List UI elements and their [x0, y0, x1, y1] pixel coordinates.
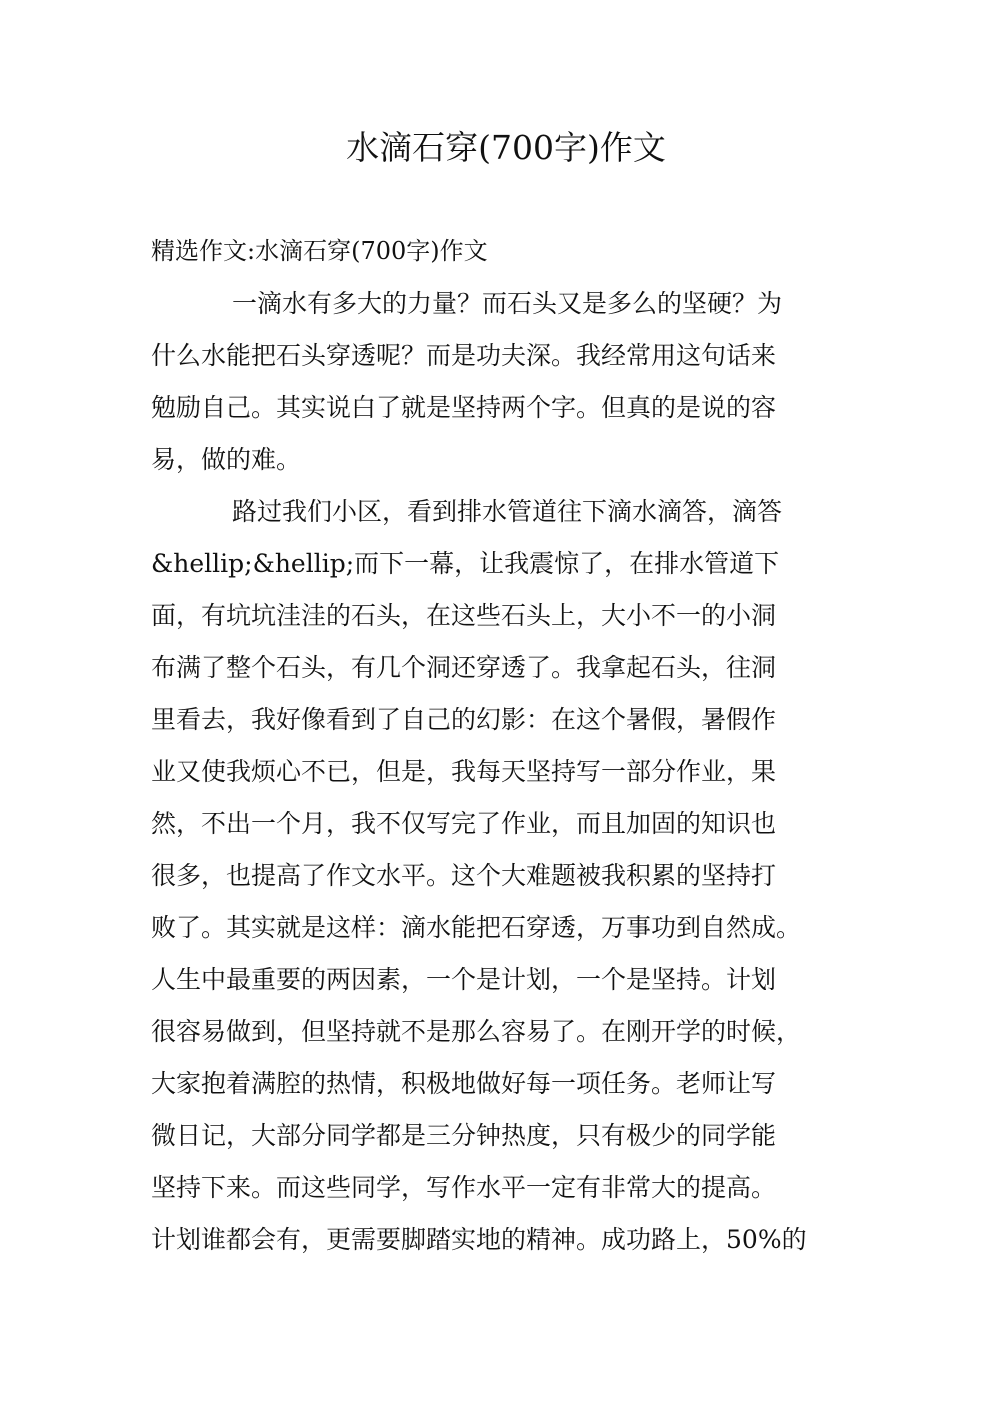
paragraph-2-line-13: 微日记，大部分同学都是三分钟热度，只有极少的同学能: [151, 1121, 777, 1150]
paragraph-2-line-14: 坚持下来。而这些同学，写作水平一定有非常大的提高。: [151, 1173, 777, 1202]
paragraph-2-line-12: 大家抱着满腔的热情，积极地做好每一项任务。老师让写: [151, 1069, 777, 1098]
paragraph-2-line-1: 路过我们小区，看到排水管道往下滴水滴答，滴答: [232, 497, 783, 526]
paragraph-1-line-4: 易，做的难。: [151, 445, 302, 474]
paragraph-1-line-2: 什么水能把石头穿透呢？而是功夫深。我经常用这句话来: [151, 341, 777, 370]
paragraph-2-line-10: 人生中最重要的两因素，一个是计划，一个是坚持。计划: [151, 965, 777, 994]
document-title: 水滴石穿(700字)作文: [346, 128, 666, 167]
paragraph-2-line-2: &hellip;&hellip;而下一幕，让我震惊了，在排水管道下: [151, 549, 780, 578]
document-subtitle: 精选作文:水滴石穿(700字)作文: [151, 237, 488, 265]
paragraph-2-line-15: 计划谁都会有，更需要脚踏实地的精神。成功路上，50%的: [151, 1225, 807, 1254]
paragraph-2-line-9: 败了。其实就是这样：滴水能把石穿透，万事功到自然成。: [151, 913, 802, 942]
paragraph-2-line-6: 业又使我烦心不已，但是，我每天坚持写一部分作业，果: [151, 757, 777, 786]
paragraph-2-line-11: 很容易做到，但坚持就不是那么容易了。在刚开学的时候，: [151, 1017, 802, 1046]
paragraph-2-line-3: 面，有坑坑洼洼的石头，在这些石头上，大小不一的小洞: [151, 601, 777, 630]
paragraph-2-line-7: 然，不出一个月，我不仅写完了作业，而且加固的知识也: [151, 809, 777, 838]
paragraph-2-line-8: 很多，也提高了作文水平。这个大难题被我积累的坚持打: [151, 861, 777, 890]
paragraph-1-line-3: 勉励自己。其实说白了就是坚持两个字。但真的是说的容: [151, 393, 777, 422]
paragraph-1-line-1: 一滴水有多大的力量？而石头又是多么的坚硬？为: [232, 289, 783, 318]
paragraph-2-line-4: 布满了整个石头，有几个洞还穿透了。我拿起石头，往洞: [151, 653, 777, 682]
paragraph-2-line-5: 里看去，我好像看到了自己的幻影：在这个暑假，暑假作: [151, 705, 777, 734]
